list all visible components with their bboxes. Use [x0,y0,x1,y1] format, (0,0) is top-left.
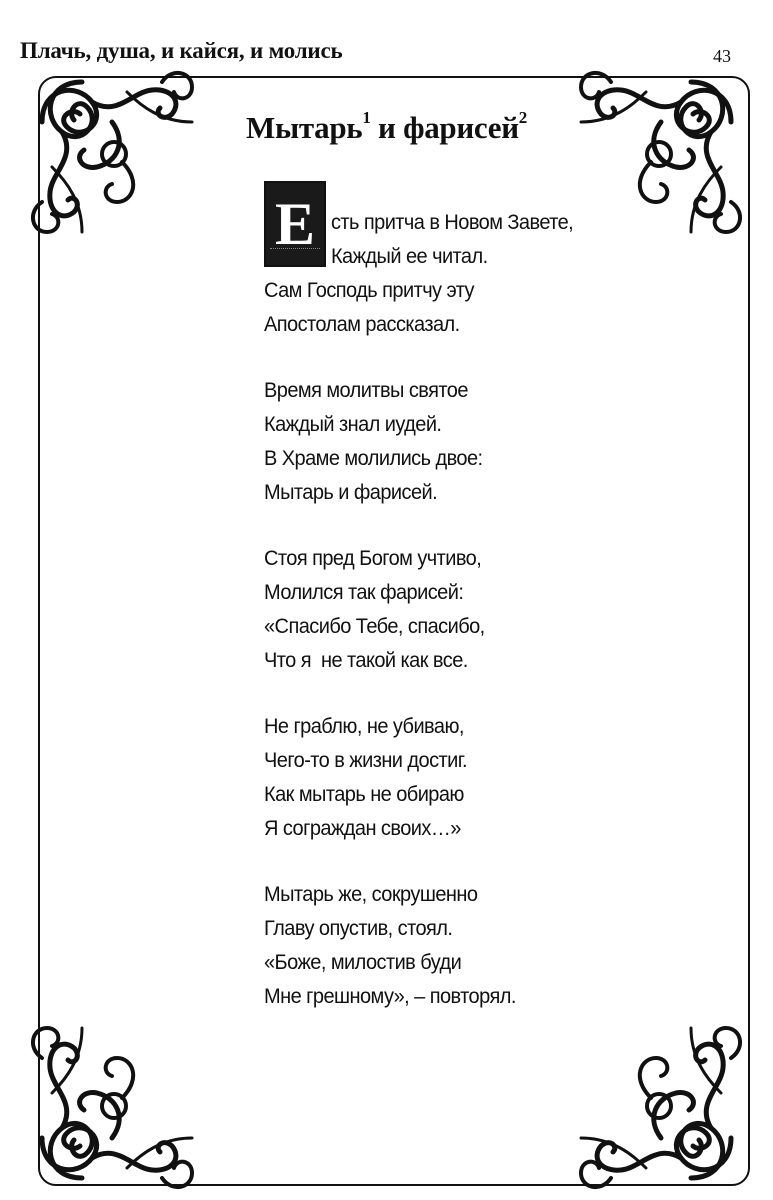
poem-line: Как мытарь не обираю [264,782,464,806]
page-number: 43 [713,46,731,66]
poem-line: Что я не такой как все. [264,648,468,672]
poem-line: В Храме молились двое: [264,446,483,470]
stanza-3 [264,541,573,677]
flourish-corner-icon [561,1008,751,1198]
stanza-1 [264,273,573,341]
poem-line: Стоя пред Богом учтиво, [264,546,482,570]
flourish-corner-icon [22,1008,212,1198]
poem-line: сть притча в Новом Завете, [330,210,574,234]
stanza-5 [264,877,573,1013]
stanza-4 [264,709,573,845]
poem-line: Апостолам рассказал. [264,312,460,336]
poem-line: Молился так фарисей: [264,580,464,604]
poem-line: Мытарь и фарисей. [264,480,438,504]
poem-title-part2: и фарисей [370,110,519,145]
poem-line: Мытарь же, сокрушенно [264,882,478,906]
poem-line: Мне грешному», – повторял. [264,984,516,1008]
poem-title [0,107,773,146]
poem-line: «Спасибо Тебе, спасибо, [264,614,485,638]
poem-line: Я сограждан своих…» [264,816,461,840]
poem-line: Каждый ее читал. [330,244,488,268]
poem-title-part1: Мытарь [246,110,363,145]
poem-line: Каждый знал иудей. [264,412,442,436]
poem-body [264,205,573,1013]
dropcap-letter: Е [274,190,316,257]
running-header: Плачь, душа, и кайся, и молись [20,38,343,63]
stanza-2 [264,373,573,509]
flourish-corner-icon [561,62,751,252]
poem-line: «Боже, милостив буди [264,950,462,974]
footnote-marker-2: 2 [518,107,527,127]
poem-line: Время молитвы святое [264,378,468,402]
poem-line: Не граблю, не убиваю, [264,714,464,738]
footnote-marker-1: 1 [362,107,371,127]
poem-line: Главу опустив, стоял. [264,916,453,940]
poem-line: Сам Господь притчу эту [264,278,474,302]
poem-line: Чего-то в жизни достиг. [264,748,468,772]
flourish-corner-icon [22,62,212,252]
